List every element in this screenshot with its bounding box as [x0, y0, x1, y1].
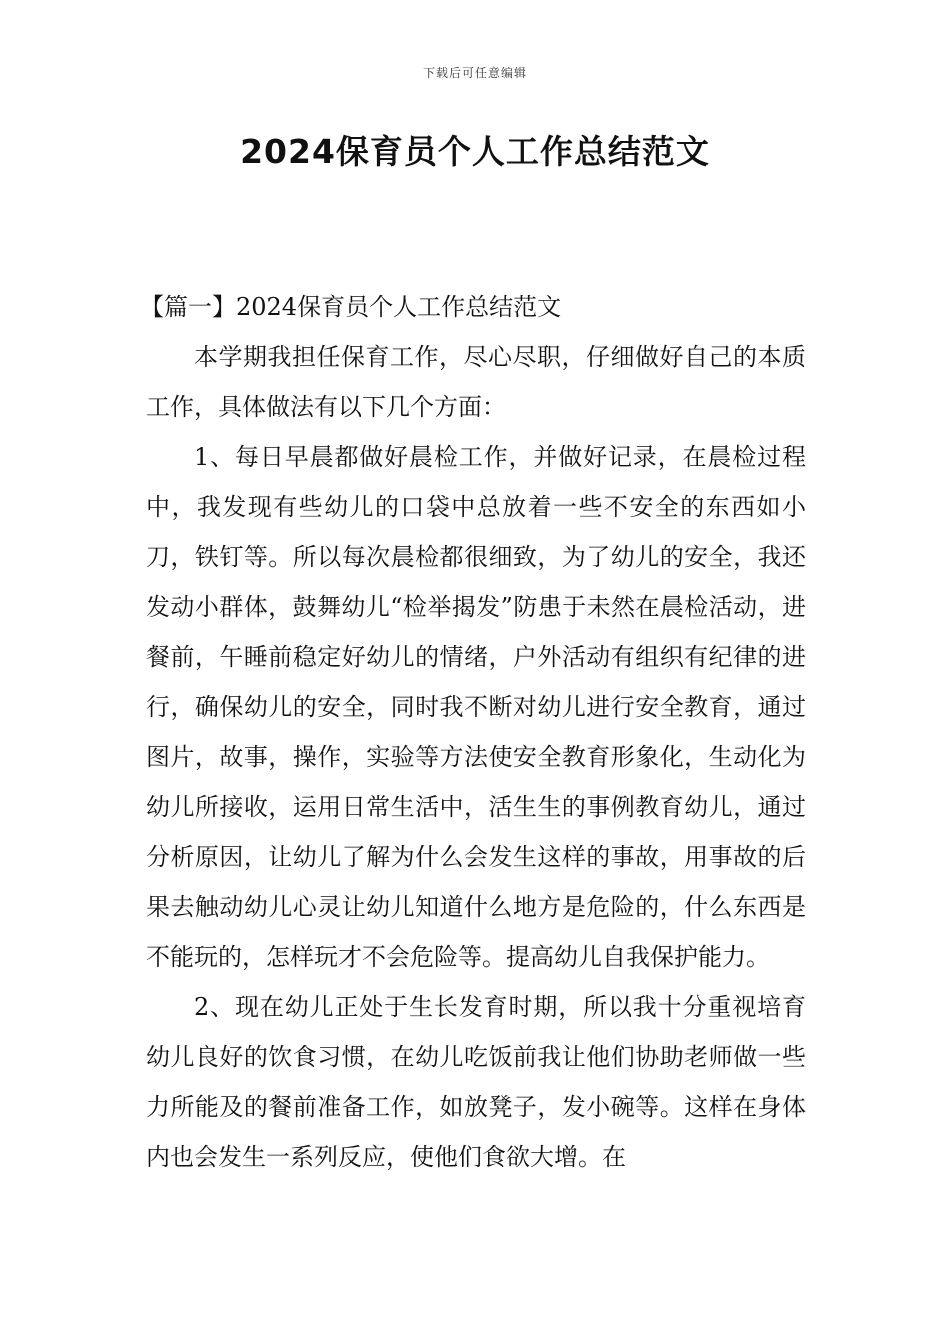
paragraph-item-2: 2、现在幼儿正处于生长发育时期，所以我十分重视培育幼儿良好的饮食习惯，在幼儿吃饭前我让他们协助老师做一些力所能及的餐前准备工作，如放凳子，发小碗等。这样在身体内也会发生一系列反应，使他们食欲大增。在 [146, 993, 806, 1171]
document-title: 2024保育员个人工作总结范文 [240, 132, 710, 171]
section-heading: 【篇一】2024保育员个人工作总结范文 [140, 293, 562, 321]
paragraph-intro: 本学期我担任保育工作，尽心尽职，仔细做好自己的本质工作，具体做法有以下几个方面： [146, 343, 806, 421]
header-note: 下载后可任意编辑 [422, 66, 527, 80]
paragraph-item-1: 1、每日早晨都做好晨检工作，并做好记录，在晨检过程中，我发现有些幼儿的口袋中总放着一些不安全的东西如小刀，铁钉等。所以每次晨检都很细致，为了幼儿的安全，我还发动小群体，鼓舞幼儿“检举揭发”防患于未然在晨检活动，进餐前，午睡前稳定好幼儿的情绪，户外活动有组织有纪律的进行，确保幼儿的安全，同时我不断对幼儿进行安全教育，通过图片，故事，操作，实验等方法使安全教育形象化，生动化为幼儿所接收，运用日常生活中，活生生的事例教育幼儿，通过分析原因，让幼儿了解为什么会发生这样的事故，用事故的后果去触动幼儿心灵让幼儿知道什么地方是危险的，什么东西是不能玩的，怎样玩才不会危险等。提高幼儿自我保护能力。 [146, 443, 806, 971]
document-body [140, 282, 806, 1182]
